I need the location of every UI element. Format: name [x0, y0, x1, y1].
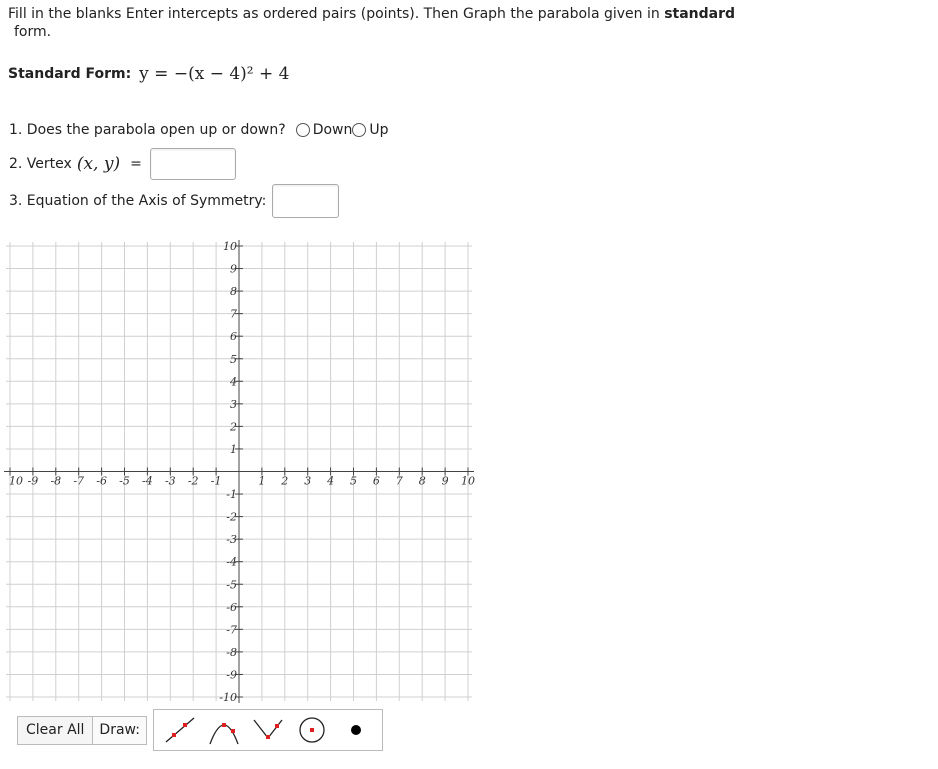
radio-down[interactable] [296, 123, 310, 137]
line-tool-button[interactable] [158, 712, 202, 748]
x-tick-label: 10 [461, 474, 475, 488]
standard-form [8, 64, 289, 84]
y-tick-label: -1 [226, 488, 237, 502]
x-tick-label: 9 [441, 474, 449, 488]
y-tick-label: 4 [230, 375, 237, 389]
x-tick-label: -3 [164, 474, 176, 488]
line-icon [162, 714, 198, 746]
y-tick-label: -8 [226, 645, 237, 659]
radio-up[interactable] [352, 123, 366, 137]
x-tick-label: -9 [27, 474, 39, 488]
x-tick-label: 7 [395, 474, 403, 488]
y-tick-label: 8 [230, 285, 237, 299]
y-tick-label: -9 [226, 668, 237, 682]
x-tick-label: 4 [327, 474, 335, 488]
question-3 [9, 184, 339, 218]
vertex-input[interactable] [150, 148, 236, 180]
y-tick-label: -6 [226, 600, 237, 614]
y-tick-label: -7 [226, 623, 237, 637]
instructions-text: Fill in the blanks Enter intercepts as ordered pairs (points). Then Graph the parabola given in [8, 6, 665, 22]
y-tick-label: -4 [226, 555, 237, 569]
standard-form-equation: y = −(x − 4)² + 4 [139, 64, 290, 84]
question-1-text: 1. Does the parabola open up or down? [9, 122, 286, 138]
y-tick-label: -5 [226, 578, 237, 592]
point-tool-button[interactable] [334, 712, 378, 748]
y-tick-label: 7 [230, 307, 237, 321]
x-tick-label: -4 [142, 474, 153, 488]
x-tick-label: -5 [119, 474, 130, 488]
y-tick-label: 9 [230, 262, 237, 276]
y-tick-label: 1 [230, 442, 237, 456]
draw-label: Draw: [93, 716, 147, 745]
y-tick-label: -3 [226, 533, 237, 547]
circle-tool-button[interactable] [290, 712, 334, 748]
question-2-vars: (x, y) [76, 154, 121, 174]
instructions-tail: form. [14, 24, 52, 40]
question-2-text: 2. Vertex [9, 156, 72, 172]
x-tick-label: 5 [350, 474, 357, 488]
coordinate-grid[interactable] [0, 236, 480, 706]
x-tick-label: 6 [372, 474, 380, 488]
x-tick-label: -1 [210, 474, 222, 488]
parabola-up-tool-button[interactable] [246, 712, 290, 748]
x-tick-label: 8 [418, 474, 426, 488]
parabola-down-icon [206, 714, 242, 746]
parabola-down-tool-button[interactable] [202, 712, 246, 748]
standard-form-label: Standard Form: [8, 66, 132, 82]
question-3-text: 3. Equation of the Axis of Symmetry: [9, 193, 267, 209]
draw-toolbar [17, 712, 383, 748]
draw-tools [153, 709, 383, 751]
x-axis-labels [9, 475, 475, 488]
question-2 [9, 148, 236, 180]
radio-down-label: Down [312, 122, 353, 138]
radio-up-label: Up [369, 122, 389, 138]
question-2-equals: = [130, 156, 142, 172]
instructions [8, 5, 808, 41]
y-tick-label: -10 [219, 691, 237, 704]
axis-of-symmetry-input[interactable] [272, 184, 339, 218]
axes [4, 240, 474, 703]
x-tick-label: -6 [96, 474, 107, 488]
x-tick-label: -2 [187, 474, 199, 488]
y-tick-label: 3 [230, 397, 237, 411]
y-tick-label: 5 [230, 352, 237, 366]
x-tick-label: 3 [304, 474, 312, 488]
question-1 [9, 122, 389, 138]
y-tick-label: 2 [230, 420, 237, 434]
x-tick-label: -7 [73, 474, 85, 488]
x-tick-label: -8 [50, 474, 62, 488]
x-tick-label: 1 [258, 474, 266, 488]
clear-all-button[interactable]: Clear All [17, 716, 93, 745]
x-tick-label: 10 [9, 474, 23, 488]
y-tick-label: -2 [226, 510, 237, 524]
y-tick-label: 10 [223, 240, 237, 253]
circle-icon [294, 714, 330, 746]
x-tick-label: 2 [281, 474, 289, 488]
instructions-bold: standard [664, 6, 736, 22]
parabola-up-icon [250, 714, 286, 746]
y-tick-label: 6 [230, 330, 237, 344]
point-icon [338, 714, 374, 746]
